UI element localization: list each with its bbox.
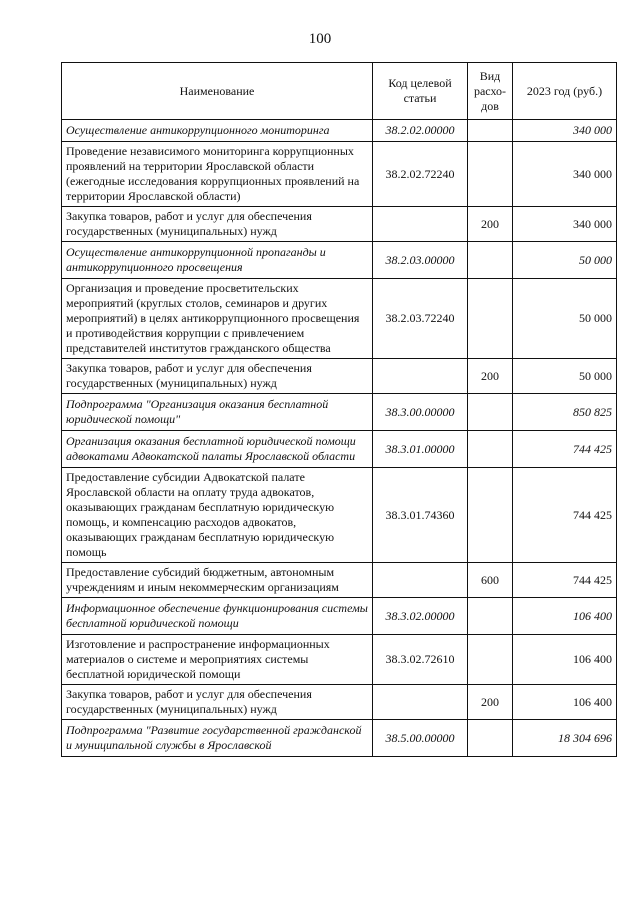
cell-expense-type	[468, 635, 513, 685]
table-body	[62, 120, 617, 757]
cell-code: 38.2.02.00000	[373, 120, 468, 142]
cell-name: Закупка товаров, работ и услуг для обеспечения государственных (муниципальных) нужд	[62, 685, 373, 720]
cell-code	[373, 563, 468, 598]
cell-expense-type: 200	[468, 207, 513, 242]
cell-code: 38.3.00.00000	[373, 394, 468, 431]
cell-name: Осуществление антикоррупционной пропаганды и антикоррупционного просвещения	[62, 242, 373, 279]
cell-expense-type	[468, 120, 513, 142]
cell-amount: 18 304 696	[513, 720, 617, 757]
table-row	[62, 142, 617, 207]
cell-amount: 850 825	[513, 394, 617, 431]
cell-name: Подпрограмма "Организация оказания бесплатной юридической помощи"	[62, 394, 373, 431]
cell-amount: 340 000	[513, 120, 617, 142]
cell-code	[373, 359, 468, 394]
cell-name: Организация оказания бесплатной юридической помощи адвокатами Адвокатской палаты Ярославской области	[62, 431, 373, 468]
cell-expense-type	[468, 394, 513, 431]
budget-table	[61, 62, 617, 757]
cell-code: 38.3.01.00000	[373, 431, 468, 468]
cell-name: Информационное обеспечение функционирования системы бесплатной юридической помощи	[62, 598, 373, 635]
table-row	[62, 468, 617, 563]
cell-amount: 340 000	[513, 142, 617, 207]
cell-code: 38.2.03.00000	[373, 242, 468, 279]
cell-name: Организация и проведение просветительских мероприятий (круглых столов, семинаров и других мероприятий) в целях антикоррупционного просвещения и противодействия коррупции с привлечением представителей институтов гражданского общества	[62, 279, 373, 359]
header-expense-type: Вид расхо-дов	[468, 63, 513, 120]
cell-amount: 50 000	[513, 359, 617, 394]
table-row	[62, 207, 617, 242]
cell-amount: 744 425	[513, 563, 617, 598]
cell-name: Подпрограмма "Развитие государственной гражданской и муниципальной службы в Ярославской	[62, 720, 373, 757]
cell-expense-type	[468, 720, 513, 757]
cell-amount: 744 425	[513, 431, 617, 468]
cell-amount: 744 425	[513, 468, 617, 563]
header-name: Наименование	[62, 63, 373, 120]
cell-expense-type	[468, 142, 513, 207]
table-row	[62, 563, 617, 598]
cell-name: Предоставление субсидии Адвокатской палате Ярославской области на оплату труда адвокатов, оказывающих гражданам бесплатную юридическую помощь, и компенсацию расходов адвокатов, оказывающих гражданам бесплатную юридическую помощь	[62, 468, 373, 563]
table-header-row	[62, 63, 617, 120]
cell-amount: 106 400	[513, 635, 617, 685]
cell-code: 38.2.03.72240	[373, 279, 468, 359]
cell-name: Проведение независимого мониторинга коррупционных проявлений на территории Ярославской области (ежегодные исследования коррупционных проявлений на территории Ярославской области)	[62, 142, 373, 207]
cell-amount: 50 000	[513, 279, 617, 359]
cell-expense-type: 200	[468, 685, 513, 720]
header-amount: 2023 год (руб.)	[513, 63, 617, 120]
table-row	[62, 394, 617, 431]
cell-expense-type: 600	[468, 563, 513, 598]
header-code: Код целевой статьи	[373, 63, 468, 120]
cell-code: 38.3.01.74360	[373, 468, 468, 563]
cell-expense-type	[468, 468, 513, 563]
table-row	[62, 120, 617, 142]
table-row	[62, 635, 617, 685]
cell-amount: 106 400	[513, 685, 617, 720]
cell-expense-type	[468, 598, 513, 635]
cell-name: Закупка товаров, работ и услуг для обеспечения государственных (муниципальных) нужд	[62, 207, 373, 242]
cell-amount: 50 000	[513, 242, 617, 279]
cell-name: Осуществление антикоррупционного мониторинга	[62, 120, 373, 142]
table-row	[62, 685, 617, 720]
cell-code	[373, 685, 468, 720]
cell-expense-type: 200	[468, 359, 513, 394]
cell-code: 38.3.02.72610	[373, 635, 468, 685]
cell-amount: 340 000	[513, 207, 617, 242]
cell-expense-type	[468, 431, 513, 468]
table-row	[62, 279, 617, 359]
table-row	[62, 242, 617, 279]
page-number: 100	[308, 31, 332, 47]
cell-name: Закупка товаров, работ и услуг для обеспечения государственных (муниципальных) нужд	[62, 359, 373, 394]
table-row	[62, 598, 617, 635]
table-row	[62, 720, 617, 757]
cell-expense-type	[468, 279, 513, 359]
cell-code: 38.3.02.00000	[373, 598, 468, 635]
cell-code: 38.5.00.00000	[373, 720, 468, 757]
cell-code	[373, 207, 468, 242]
table-row	[62, 359, 617, 394]
table-row	[62, 431, 617, 468]
cell-code: 38.2.02.72240	[373, 142, 468, 207]
cell-expense-type	[468, 242, 513, 279]
cell-amount: 106 400	[513, 598, 617, 635]
cell-name: Предоставление субсидий бюджетным, автономным учреждениям и иным некоммерческим организациям	[62, 563, 373, 598]
cell-name: Изготовление и распространение информационных материалов о системе и мероприятиях системы бесплатной юридической помощи	[62, 635, 373, 685]
